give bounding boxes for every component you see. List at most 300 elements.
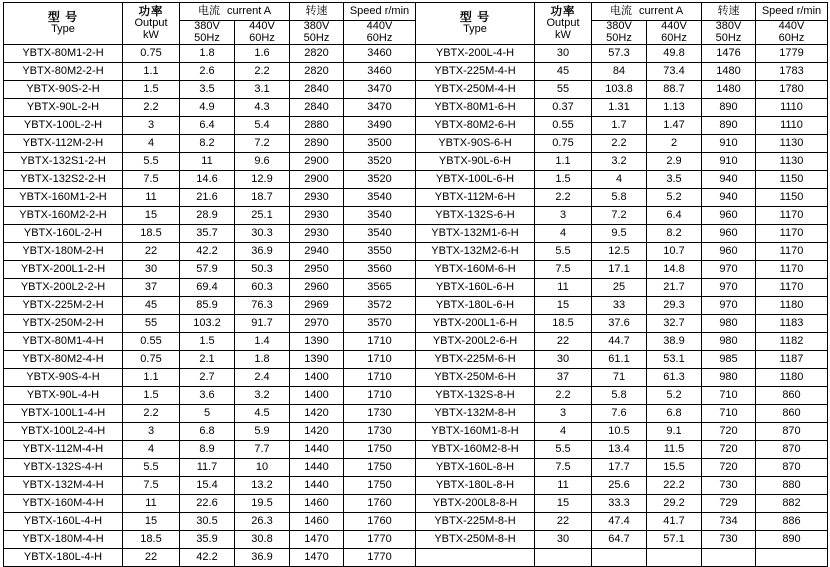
- cell-model-left: YBTX-160M1-2-H: [4, 189, 123, 207]
- cell-current-380v-left: 35.7: [180, 225, 235, 243]
- cell-speed-380v-right: 910: [702, 135, 756, 153]
- cell-speed-380v-left: 2930: [290, 225, 344, 243]
- cell-current-440v-right: 57.1: [647, 531, 702, 549]
- cell-current-440v-left: 9.6: [235, 153, 290, 171]
- cell-speed-440v-left: 3460: [344, 63, 416, 81]
- cell-current-380v-right: 5.8: [592, 387, 647, 405]
- cell-current-380v-left: 2.1: [180, 351, 235, 369]
- cell-speed-440v-right: 1783: [756, 63, 828, 81]
- cell-power-left: 18.5: [123, 531, 180, 549]
- table-row: [4, 459, 828, 477]
- cell-power-right: 0.55: [535, 117, 592, 135]
- cell-model-right: YBTX-180L-8-H: [416, 477, 535, 495]
- cell-current-380v-right: 64.7: [592, 531, 647, 549]
- cell-power-left: 1.1: [123, 63, 180, 81]
- cell-current-440v-right: 38.9: [647, 333, 702, 351]
- cell-power-left: 0.75: [123, 351, 180, 369]
- cell-current-440v-left: 4.5: [235, 405, 290, 423]
- cell-speed-380v-left: 2820: [290, 45, 344, 63]
- cell-current-380v-left: 8.9: [180, 441, 235, 459]
- table-row: [4, 189, 828, 207]
- cell-current-440v-left: 30.3: [235, 225, 290, 243]
- cell-speed-440v-right: 1183: [756, 315, 828, 333]
- cell-model-left: YBTX-80M1-4-H: [4, 333, 123, 351]
- cell-current-380v-left: 35.9: [180, 531, 235, 549]
- cell-current-380v-left: 5: [180, 405, 235, 423]
- cell-power-left: 2.2: [123, 405, 180, 423]
- cell-current-440v-right: 21.7: [647, 279, 702, 297]
- cell-speed-440v-left: 3470: [344, 81, 416, 99]
- cell-model-left: YBTX-100L1-4-H: [4, 405, 123, 423]
- header-current-left-440v: [235, 21, 290, 45]
- cell-model-left: YBTX-90L-2-H: [4, 99, 123, 117]
- cell-speed-440v-left: 1770: [344, 531, 416, 549]
- table-row: [4, 513, 828, 531]
- cell-speed-380v-right: 960: [702, 243, 756, 261]
- cell-power-right: 30: [535, 45, 592, 63]
- cell-speed-440v-left: 1750: [344, 477, 416, 495]
- cell-current-440v-left: 5.9: [235, 423, 290, 441]
- cell-model-right: YBTX-160M-6-H: [416, 261, 535, 279]
- table-row: [4, 387, 828, 405]
- table-row: [4, 477, 828, 495]
- cell-power-left: 0.75: [123, 45, 180, 63]
- cell-power-right: 1.5: [535, 171, 592, 189]
- cell-speed-380v-right: 720: [702, 423, 756, 441]
- cell-model-left: YBTX-112M-2-H: [4, 135, 123, 153]
- cell-power-left: 22: [123, 243, 180, 261]
- cell-current-440v-left: 50.3: [235, 261, 290, 279]
- table-row: [4, 297, 828, 315]
- cell-speed-380v-left: 2820: [290, 63, 344, 81]
- cell-current-440v-left: 36.9: [235, 549, 290, 567]
- cell-current-440v-left: 1.8: [235, 351, 290, 369]
- cell-speed-380v-right: 720: [702, 459, 756, 477]
- cell-model-left: YBTX-80M2-4-H: [4, 351, 123, 369]
- cell-speed-440v-left: 3520: [344, 171, 416, 189]
- cell-speed-440v-left: 3500: [344, 135, 416, 153]
- cell-speed-440v-right: 1180: [756, 297, 828, 315]
- header-current-right-440v-l1: 440V: [661, 20, 687, 32]
- cell-current-380v-left: 42.2: [180, 549, 235, 567]
- cell-current-380v-right: 71: [592, 369, 647, 387]
- cell-speed-440v-right: 1780: [756, 81, 828, 99]
- cell-model-left: YBTX-180M-4-H: [4, 531, 123, 549]
- cell-power-left: 11: [123, 495, 180, 513]
- cell-current-380v-right: 12.5: [592, 243, 647, 261]
- cell-power-right: 0.37: [535, 99, 592, 117]
- cell-speed-380v-right: 1480: [702, 81, 756, 99]
- cell-current-440v-left: 76.3: [235, 297, 290, 315]
- cell-speed-380v-left: 2950: [290, 261, 344, 279]
- cell-model-left: YBTX-100L-2-H: [4, 117, 123, 135]
- cell-current-440v-left: 4.3: [235, 99, 290, 117]
- header-current-left-380v: [180, 21, 235, 45]
- cell-current-440v-right: [647, 549, 702, 567]
- cell-current-440v-left: 60.3: [235, 279, 290, 297]
- cell-speed-440v-left: 1710: [344, 369, 416, 387]
- cell-model-left: YBTX-180L-4-H: [4, 549, 123, 567]
- table-row: [4, 531, 828, 549]
- header-speed-left-440v: [344, 21, 416, 45]
- cell-current-440v-left: 26.3: [235, 513, 290, 531]
- header-speed-left-440v-l2: 60Hz: [366, 31, 393, 44]
- cell-model-right: YBTX-200L2-6-H: [416, 333, 535, 351]
- cell-speed-380v-left: 1460: [290, 495, 344, 513]
- cell-speed-380v-right: [702, 549, 756, 567]
- cell-speed-440v-right: 1779: [756, 45, 828, 63]
- cell-speed-440v-right: 1187: [756, 351, 828, 369]
- cell-speed-380v-left: 2940: [290, 243, 344, 261]
- cell-power-right: 22: [535, 333, 592, 351]
- cell-power-right: 30: [535, 351, 592, 369]
- cell-model-left: YBTX-200L1-2-H: [4, 261, 123, 279]
- cell-power-left: 30: [123, 261, 180, 279]
- cell-current-440v-left: 18.7: [235, 189, 290, 207]
- cell-current-380v-right: 5.8: [592, 189, 647, 207]
- cell-speed-380v-left: 1390: [290, 351, 344, 369]
- cell-current-380v-right: 61.1: [592, 351, 647, 369]
- cell-current-440v-left: 3.1: [235, 81, 290, 99]
- cell-speed-440v-left: 1730: [344, 405, 416, 423]
- cell-speed-440v-right: 860: [756, 405, 828, 423]
- header-power-right: [535, 3, 592, 45]
- cell-current-440v-right: 1.47: [647, 117, 702, 135]
- cell-current-380v-right: 1.7: [592, 117, 647, 135]
- header-current-right: [592, 3, 702, 21]
- cell-model-left: YBTX-250M-2-H: [4, 315, 123, 333]
- table-row: [4, 207, 828, 225]
- cell-power-left: 18.5: [123, 225, 180, 243]
- cell-power-left: 15: [123, 513, 180, 531]
- cell-speed-440v-left: 3565: [344, 279, 416, 297]
- cell-current-380v-right: 84: [592, 63, 647, 81]
- table-row: [4, 351, 828, 369]
- cell-speed-440v-right: 1182: [756, 333, 828, 351]
- header-current-left-cn: 电流: [197, 4, 220, 17]
- cell-power-right: 15: [535, 297, 592, 315]
- header-current-left-380v-l1: 380V: [194, 20, 220, 32]
- table-row: [4, 243, 828, 261]
- cell-current-440v-left: 2.2: [235, 63, 290, 81]
- header-power-right-en2: kW: [555, 28, 571, 41]
- cell-current-380v-right: 10.5: [592, 423, 647, 441]
- cell-speed-440v-left: 1760: [344, 513, 416, 531]
- cell-model-left: YBTX-132S2-2-H: [4, 171, 123, 189]
- cell-speed-380v-left: 1470: [290, 531, 344, 549]
- cell-speed-440v-right: 870: [756, 423, 828, 441]
- cell-power-right: 30: [535, 531, 592, 549]
- header-current-right-440v-l2: 60Hz: [661, 31, 687, 44]
- table-row: [4, 279, 828, 297]
- header-speed-left-en: Speed r/min: [349, 4, 410, 17]
- cell-model-left: YBTX-160M-4-H: [4, 495, 123, 513]
- cell-speed-380v-right: 890: [702, 117, 756, 135]
- cell-model-right: YBTX-180L-6-H: [416, 297, 535, 315]
- cell-power-left: 3: [123, 423, 180, 441]
- cell-model-right: YBTX-100L-6-H: [416, 171, 535, 189]
- cell-speed-380v-right: 980: [702, 369, 756, 387]
- cell-speed-440v-right: 886: [756, 513, 828, 531]
- cell-current-380v-right: 25: [592, 279, 647, 297]
- cell-current-380v-left: 11.7: [180, 459, 235, 477]
- cell-model-right: YBTX-160M1-8-H: [416, 423, 535, 441]
- cell-speed-440v-right: 1110: [756, 99, 828, 117]
- cell-speed-440v-left: 3540: [344, 225, 416, 243]
- cell-current-380v-left: 1.5: [180, 333, 235, 351]
- table-row: [4, 153, 828, 171]
- cell-power-left: 1.1: [123, 369, 180, 387]
- cell-current-380v-right: 2.2: [592, 135, 647, 153]
- cell-current-440v-right: 11.5: [647, 441, 702, 459]
- cell-power-right: 22: [535, 513, 592, 531]
- cell-speed-380v-left: 1390: [290, 333, 344, 351]
- header-power-left-en1: Output: [134, 17, 168, 30]
- cell-current-380v-right: 13.4: [592, 441, 647, 459]
- cell-current-440v-left: 30.8: [235, 531, 290, 549]
- cell-current-380v-right: 25.6: [592, 477, 647, 495]
- cell-model-left: YBTX-90L-4-H: [4, 387, 123, 405]
- cell-model-right: [416, 549, 535, 567]
- cell-model-right: YBTX-132M2-6-H: [416, 243, 535, 261]
- cell-power-right: 11: [535, 477, 592, 495]
- cell-speed-380v-left: 2970: [290, 315, 344, 333]
- cell-current-440v-right: 6.4: [647, 207, 702, 225]
- cell-model-right: YBTX-132S-6-H: [416, 207, 535, 225]
- header-speed-left-cn: 转速: [305, 4, 328, 17]
- cell-current-440v-left: 10: [235, 459, 290, 477]
- header-speed-right-440v-l2: 60Hz: [778, 31, 805, 44]
- cell-speed-440v-right: 860: [756, 387, 828, 405]
- cell-power-left: 1.5: [123, 387, 180, 405]
- header-speed-left-en-cell: [344, 3, 416, 21]
- cell-current-440v-right: 10.7: [647, 243, 702, 261]
- header-current-right-380v: [592, 21, 647, 45]
- cell-speed-380v-left: 1440: [290, 441, 344, 459]
- cell-current-440v-left: 12.9: [235, 171, 290, 189]
- cell-current-380v-left: 8.2: [180, 135, 235, 153]
- cell-speed-380v-right: 970: [702, 261, 756, 279]
- cell-speed-380v-left: 2900: [290, 171, 344, 189]
- cell-speed-440v-left: 3570: [344, 315, 416, 333]
- header-speed-right-en: Speed r/min: [761, 4, 822, 17]
- cell-model-right: YBTX-225M-6-H: [416, 351, 535, 369]
- cell-current-440v-left: 2.4: [235, 369, 290, 387]
- cell-model-right: YBTX-160L-8-H: [416, 459, 535, 477]
- header-speed-right-440v-l1: 440V: [778, 20, 805, 32]
- cell-current-380v-left: 57.9: [180, 261, 235, 279]
- cell-speed-380v-right: 985: [702, 351, 756, 369]
- cell-speed-380v-left: 2900: [290, 153, 344, 171]
- cell-model-right: YBTX-250M-6-H: [416, 369, 535, 387]
- cell-model-left: YBTX-132S1-2-H: [4, 153, 123, 171]
- cell-speed-380v-left: 1440: [290, 459, 344, 477]
- cell-current-380v-left: 11: [180, 153, 235, 171]
- cell-current-440v-right: 29.2: [647, 495, 702, 513]
- cell-current-380v-left: 42.2: [180, 243, 235, 261]
- cell-current-440v-right: 6.8: [647, 405, 702, 423]
- cell-current-380v-right: 3.2: [592, 153, 647, 171]
- cell-model-left: YBTX-90S-2-H: [4, 81, 123, 99]
- cell-current-380v-right: 17.1: [592, 261, 647, 279]
- cell-current-380v-left: 15.4: [180, 477, 235, 495]
- cell-power-right: 18.5: [535, 315, 592, 333]
- cell-speed-380v-right: 940: [702, 171, 756, 189]
- cell-speed-440v-right: 1180: [756, 369, 828, 387]
- table-row: [4, 315, 828, 333]
- cell-speed-440v-right: [756, 549, 828, 567]
- cell-speed-440v-left: 1770: [344, 549, 416, 567]
- cell-speed-380v-left: 2930: [290, 207, 344, 225]
- cell-speed-440v-right: 882: [756, 495, 828, 513]
- header-speed-left-380v-l1: 380V: [303, 20, 330, 32]
- cell-current-380v-right: 9.5: [592, 225, 647, 243]
- cell-current-440v-left: 25.1: [235, 207, 290, 225]
- header-current-left-380v-l2: 50Hz: [194, 31, 220, 44]
- cell-model-left: YBTX-80M1-2-H: [4, 45, 123, 63]
- cell-speed-380v-left: 1440: [290, 477, 344, 495]
- cell-speed-380v-right: 1480: [702, 63, 756, 81]
- cell-speed-380v-left: 1400: [290, 387, 344, 405]
- cell-current-380v-left: 69.4: [180, 279, 235, 297]
- cell-current-440v-right: 2: [647, 135, 702, 153]
- cell-speed-440v-left: 1750: [344, 459, 416, 477]
- cell-power-right: 0.75: [535, 135, 592, 153]
- cell-power-left: 7.5: [123, 477, 180, 495]
- cell-power-left: 45: [123, 297, 180, 315]
- cell-current-380v-left: 22.6: [180, 495, 235, 513]
- header-model-right-cn: 型 号: [459, 10, 491, 25]
- cell-speed-440v-left: 3470: [344, 99, 416, 117]
- table-body: [4, 3, 828, 567]
- cell-model-right: YBTX-132M-8-H: [416, 405, 535, 423]
- cell-speed-380v-right: 890: [702, 99, 756, 117]
- table-row: [4, 423, 828, 441]
- header-current-left-en: current A: [227, 4, 272, 17]
- cell-power-right: [535, 549, 592, 567]
- cell-current-440v-right: 61.3: [647, 369, 702, 387]
- cell-current-380v-left: 1.8: [180, 45, 235, 63]
- cell-speed-380v-right: 729: [702, 495, 756, 513]
- cell-speed-440v-right: 1150: [756, 171, 828, 189]
- cell-speed-440v-left: 3572: [344, 297, 416, 315]
- cell-current-380v-right: 7.6: [592, 405, 647, 423]
- cell-speed-440v-left: 3490: [344, 117, 416, 135]
- cell-speed-380v-left: 2890: [290, 135, 344, 153]
- cell-power-left: 22: [123, 549, 180, 567]
- cell-speed-380v-right: 720: [702, 441, 756, 459]
- cell-power-right: 5.5: [535, 441, 592, 459]
- header-model-right-en: Type: [463, 23, 487, 36]
- cell-current-380v-left: 21.6: [180, 189, 235, 207]
- cell-current-440v-right: 73.4: [647, 63, 702, 81]
- cell-power-right: 4: [535, 423, 592, 441]
- cell-current-440v-right: 15.5: [647, 459, 702, 477]
- cell-power-left: 15: [123, 207, 180, 225]
- table-header-row-top: [4, 3, 828, 21]
- cell-model-right: YBTX-200L8-8-H: [416, 495, 535, 513]
- cell-speed-440v-left: 1760: [344, 495, 416, 513]
- cell-speed-440v-right: 1130: [756, 135, 828, 153]
- cell-power-right: 4: [535, 225, 592, 243]
- cell-power-left: 1.5: [123, 81, 180, 99]
- cell-model-right: YBTX-132S-8-H: [416, 387, 535, 405]
- table-row: [4, 99, 828, 117]
- cell-current-440v-right: 88.7: [647, 81, 702, 99]
- cell-model-right: YBTX-90L-6-H: [416, 153, 535, 171]
- cell-speed-380v-left: 1460: [290, 513, 344, 531]
- cell-speed-380v-right: 980: [702, 315, 756, 333]
- cell-current-440v-left: 1.6: [235, 45, 290, 63]
- header-power-left-en2: kW: [143, 28, 159, 41]
- cell-model-left: YBTX-160L-2-H: [4, 225, 123, 243]
- cell-model-right: YBTX-200L1-6-H: [416, 315, 535, 333]
- cell-current-440v-right: 3.5: [647, 171, 702, 189]
- table-row: [4, 333, 828, 351]
- cell-current-440v-left: 7.2: [235, 135, 290, 153]
- cell-model-left: YBTX-160M2-2-H: [4, 207, 123, 225]
- cell-current-380v-right: 37.6: [592, 315, 647, 333]
- cell-current-440v-left: 19.5: [235, 495, 290, 513]
- cell-speed-380v-right: 1476: [702, 45, 756, 63]
- cell-current-440v-right: 41.7: [647, 513, 702, 531]
- cell-model-left: YBTX-80M2-2-H: [4, 63, 123, 81]
- cell-speed-440v-right: 1110: [756, 117, 828, 135]
- header-speed-right-380v-l2: 50Hz: [715, 31, 742, 44]
- cell-speed-440v-left: 1710: [344, 333, 416, 351]
- cell-speed-380v-left: 1420: [290, 423, 344, 441]
- cell-speed-380v-right: 980: [702, 333, 756, 351]
- cell-current-440v-right: 5.2: [647, 387, 702, 405]
- cell-model-right: YBTX-225M-8-H: [416, 513, 535, 531]
- cell-power-right: 45: [535, 63, 592, 81]
- cell-speed-440v-left: 3460: [344, 45, 416, 63]
- cell-current-440v-right: 49.8: [647, 45, 702, 63]
- cell-power-left: 5.5: [123, 459, 180, 477]
- cell-current-380v-left: 2.6: [180, 63, 235, 81]
- cell-speed-440v-left: 3550: [344, 243, 416, 261]
- cell-model-right: YBTX-225M-4-H: [416, 63, 535, 81]
- cell-power-right: 37: [535, 369, 592, 387]
- table-row: [4, 369, 828, 387]
- cell-current-440v-right: 14.8: [647, 261, 702, 279]
- cell-current-440v-right: 9.1: [647, 423, 702, 441]
- cell-power-left: 0.55: [123, 333, 180, 351]
- header-speed-right-cn-cell: [702, 3, 756, 21]
- cell-current-440v-left: 7.7: [235, 441, 290, 459]
- cell-speed-380v-left: 1470: [290, 549, 344, 567]
- cell-model-left: YBTX-132S-4-H: [4, 459, 123, 477]
- cell-speed-440v-left: 3520: [344, 153, 416, 171]
- cell-power-right: 55: [535, 81, 592, 99]
- cell-speed-380v-right: 710: [702, 405, 756, 423]
- cell-power-right: 5.5: [535, 243, 592, 261]
- cell-current-440v-right: 22.2: [647, 477, 702, 495]
- header-model-left: [4, 3, 123, 45]
- cell-current-380v-right: 47.4: [592, 513, 647, 531]
- table-row: [4, 171, 828, 189]
- cell-current-380v-left: 14.6: [180, 171, 235, 189]
- cell-model-right: YBTX-112M-6-H: [416, 189, 535, 207]
- cell-current-380v-right: 4: [592, 171, 647, 189]
- table-row: [4, 135, 828, 153]
- header-current-right-380v-l1: 380V: [606, 20, 632, 32]
- header-speed-right-440v: [756, 21, 828, 45]
- cell-power-left: 55: [123, 315, 180, 333]
- cell-current-380v-right: 17.7: [592, 459, 647, 477]
- cell-model-right: YBTX-250M-8-H: [416, 531, 535, 549]
- cell-speed-440v-right: 890: [756, 531, 828, 549]
